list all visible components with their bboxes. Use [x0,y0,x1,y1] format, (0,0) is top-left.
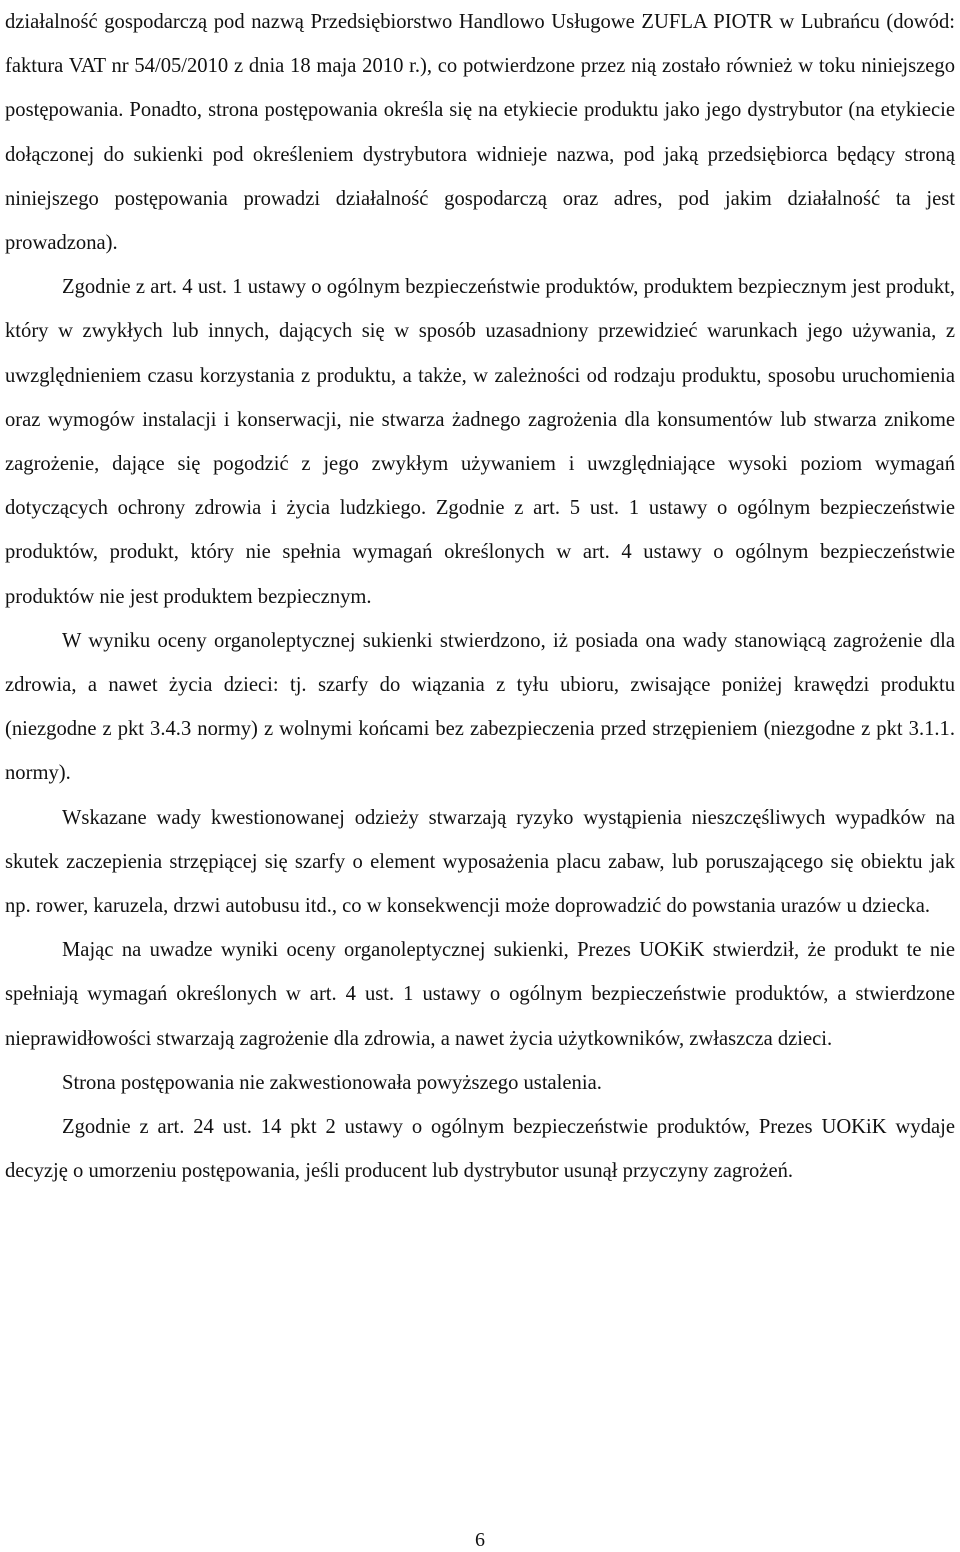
page-number: 6 [475,1529,485,1551]
paragraph-not-contested: Strona postępowania nie zakwestionowała powyższego ustalenia. [62,1071,602,1094]
paragraph-uokik-finding: Mając na uwadze wyniki oceny organoleptycznej sukienki, Prezes UOKiK stwierdził, że produkt te nie spełniają wymagań określonych w art. 4 ust. 1 ustawy o ogólnym bezpieczeństwie produktów, a stwierdzone nieprawidłowości stwarzają zagrożenie dla zdrowia, a nawet życia użytkowników, zwłaszcza dzieci. [5,939,955,1050]
paragraph-defect-risk: Wskazane wady kwestionowanej odzieży stwarzają ryzyko wystąpienia nieszczęśliwych wypadków na skutek zaczepienia strzępiącej się szarfy o element wyposażenia placu zabaw, lub poruszającego się obiektu jak np. rower, karuzela, drzwi autobusu itd., co w konsekwencji może doprowadzić do powstania urazów u dziecka. [5,806,955,918]
paragraph-discontinuation-rule: Zgodnie z art. 24 ust. 14 pkt 2 ustawy o ogólnym bezpieczeństwie produktów, Prezes UOKiK wydaje decyzję o umorzeniu postępowania, jeśli producent lub dystrybutor usunął przyczyny zagrożeń. [5,1116,955,1183]
paragraph-assessment-result: W wyniku oceny organoleptycznej sukienki stwierdzono, iż posiada ona wady stanowiącą zagrożenie dla zdrowia, a nawet życia dzieci: tj. szarfy do wiązania z tyłu ubioru, zwisające poniżej krawędzi produktu (niezgodne z pkt 3.4.3 normy) z wolnymi końcami bez zabezpieczenia przed strzępieniem (niezgodne z pkt 3.1.1. normy). [5,629,955,785]
paragraph-safe-product-definition: Zgodnie z art. 4 ust. 1 ustawy o ogólnym bezpieczeństwie produktów, produktem bezpiecznym jest produkt, który w zwykłych lub innych, dających się w sposób uzasadniony przewidzieć warunkach jego używania, z uwzględnieniem czasu korzystania z produktu, a także, w zależności od rodzaju produktu, sposobu uruchomienia oraz wymogów instalacji i konserwacji, nie stwarza żadnego zagrożenia dla konsumentów lub stwarza znikome zagrożenie, dające się pogodzić z jego zwykłym używaniem i uwzględniające wysoki poziom wymagań dotyczących ochrony zdrowia i życia ludzkiego. Zgodnie z art. 5 ust. 1 ustawy o ogólnym bezpieczeństwie produktów, produkt, który nie spełnia wymagań określonych w art. 4 ustawy o ogólnym bezpieczeństwie produktów nie jest produktem bezpiecznym. [5,276,955,608]
paragraph-distributor: działalność gospodarczą pod nazwą Przedsiębiorstwo Handlowo Usługowe ZUFLA PIOTR w Lubrańcu (dowód: faktura VAT nr 54/05/2010 z dnia 18 maja 2010 r.), co potwierdzone przez nią zostało również w toku niniejszego postępowania. Ponadto, strona postępowania określa się na etykiecie produktu jako jego dystrybutor (na etykiecie dołączonej do sukienki pod określeniem dystrybutora widnieje nazwa, pod jaką przedsiębiorca będący stroną niniejszego postępowania prowadzi działalność gospodarczą oraz adres, pod jakim działalność ta jest prowadzona). [5,11,955,255]
document-page [5,0,955,1193]
